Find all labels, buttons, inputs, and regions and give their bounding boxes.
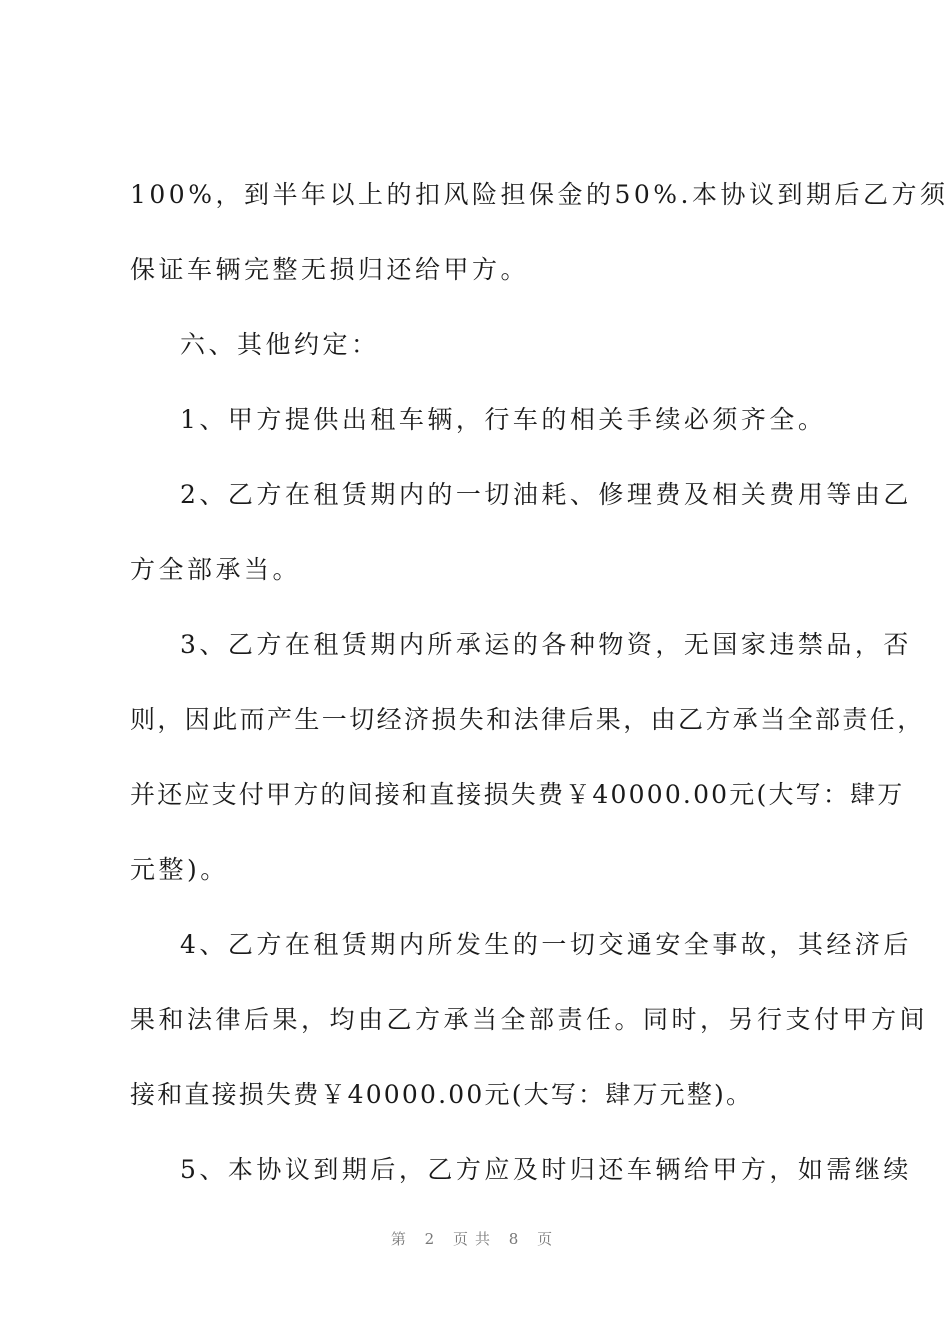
section-heading: 六、其他约定： bbox=[180, 330, 380, 359]
body-text-line: 100%，到半年以上的扣风险担保金的50%.本协议到期后乙方须 bbox=[130, 180, 949, 209]
body-text-line: 接和直接损失费￥40000.00元(大写：肆万元整)。 bbox=[130, 1080, 754, 1109]
body-text-line: 果和法律后果，均由乙方承当全部责任。同时，另行支付甲方间 bbox=[130, 1005, 929, 1034]
clause-1: 1、甲方提供出租车辆，行车的相关手续必须齐全。 bbox=[180, 405, 827, 434]
clause-5: 5、本协议到期后，乙方应及时归还车辆给甲方，如需继续 bbox=[180, 1155, 912, 1184]
clause-2: 2、乙方在租赁期内的一切油耗、修理费及相关费用等由乙 bbox=[180, 480, 912, 509]
clause-3: 3、乙方在租赁期内所承运的各种物资，无国家违禁品，否 bbox=[180, 630, 912, 659]
body-text-line: 保证车辆完整无损归还给甲方。 bbox=[130, 255, 530, 284]
body-text-line: 方全部承当。 bbox=[130, 555, 302, 584]
body-text-line: 并还应支付甲方的间接和直接损失费￥40000.00元(大写：肆万 bbox=[130, 780, 905, 809]
page-footer: 第 2 页共 8 页 bbox=[390, 1230, 560, 1248]
body-text-line: 元整)。 bbox=[130, 855, 229, 884]
clause-4: 4、乙方在租赁期内所发生的一切交通安全事故，其经济后 bbox=[180, 930, 912, 959]
body-text-line: 则，因此而产生一切经济损失和法律后果，由乙方承当全部责任， bbox=[130, 705, 925, 734]
